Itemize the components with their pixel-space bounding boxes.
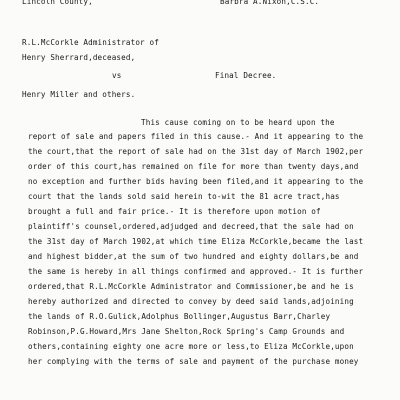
- plaintiff-administrator: R.L.McCorkle Administrator of: [22, 38, 159, 47]
- body-line: plaintiff's counsel,ordered,adjudged and decreed,that the sale had on: [28, 222, 354, 231]
- body-line: the court,that the report of sale had on the 31st day of March 1902,per: [28, 147, 364, 156]
- body-line: and highest bidder,at the sum of two hundred and eighty dollars,be and: [28, 252, 359, 261]
- body-line: the lands of R.O.Gulick,Adolphus Bollinger,Augustus Barr,Charley: [28, 312, 331, 321]
- body-line: hereby authorized and directed to convey by deed said lands,adjoining: [28, 297, 354, 306]
- body-line: court that the lands sold said herein to-wit the 81 acre tract,has: [28, 192, 340, 201]
- body-line: others,containing eighty one acre more or less,to Eliza McCorkle,upon: [28, 342, 354, 351]
- body-line: ordered,that R.L.McCorkle Administrator and Commissioner,be and he is: [28, 282, 354, 291]
- defendants: Henry Miller and others.: [22, 90, 136, 99]
- deceased-estate: Henry Sherrard,deceased,: [22, 53, 136, 62]
- versus-label: vs: [112, 71, 122, 80]
- body-line: order of this court,has remained on file for more than twenty days,and: [28, 162, 359, 171]
- body-line: report of sale and papers filed in this cause.- And it appearing to the: [28, 132, 364, 141]
- body-line: brought a full and fair price.- It is therefore upon motion of: [28, 207, 321, 216]
- decree-title: Final Decree.: [215, 71, 277, 80]
- body-line: her complying with the terms of sale and payment of the purchase money: [28, 357, 359, 366]
- body-line: no exception and further bids having been filed,and it appearing to the: [28, 177, 364, 186]
- body-line: Robinson,P.G.Howard,Mrs Jane Shelton,Rock Spring's Camp Grounds and: [28, 327, 345, 336]
- county-heading: Lincoln County,: [22, 0, 93, 6]
- body-line: the same is hereby in all things confirmed and approved.- It is further: [28, 267, 364, 276]
- body-line: This cause coming on to be heard upon the: [141, 118, 335, 127]
- body-line: the 31st day of March 1902,at which time Eliza McCorkle,became the last: [28, 237, 364, 246]
- court-clerk-heading: Barbra A.Nixon,C.S.C.: [220, 0, 320, 6]
